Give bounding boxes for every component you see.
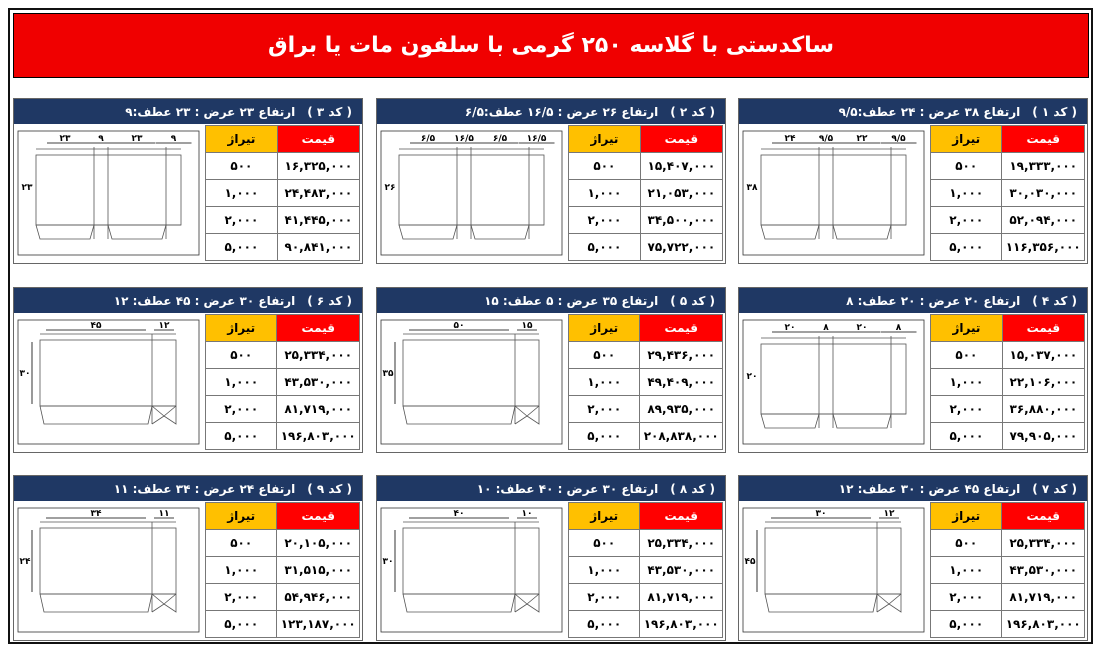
bottom-flaps	[765, 594, 901, 612]
price-cell: ۲۲,۱۰۶,۰۰۰	[1002, 369, 1084, 396]
dimension-label: ۸	[895, 323, 902, 333]
height-label: ۴۵	[744, 557, 756, 567]
table-row	[931, 342, 1085, 369]
qty-header: تیراژ	[569, 315, 640, 342]
table-header-row	[206, 503, 360, 530]
price-cell: ۸۱,۷۱۹,۰۰۰	[640, 584, 723, 611]
qty-cell: ۵,۰۰۰	[569, 611, 640, 638]
price-cell: ۲۰۸,۸۳۸,۰۰۰	[640, 423, 723, 450]
product-dimensions: ارتفاع ۳۵ عرض : ۵ عطف: ۱۵	[484, 293, 659, 308]
dimension-label: ۹	[98, 134, 104, 144]
price-table	[930, 502, 1085, 638]
price-cell: ۳۰,۰۳۰,۰۰۰	[1002, 180, 1085, 207]
product-dimensions: ارتفاع ۲۶ عرض : ۱۶/۵ عطف:۶/۵	[464, 104, 659, 119]
price-table	[205, 314, 360, 450]
qty-header: تیراژ	[569, 126, 641, 153]
dimension-label: ۲۳	[131, 134, 143, 144]
table-header-row	[931, 503, 1085, 530]
qty-cell: ۲,۰۰۰	[569, 396, 640, 423]
diagram-border	[18, 320, 199, 444]
qty-cell: ۱,۰۰۰	[206, 557, 277, 584]
bag-diagram	[741, 506, 926, 634]
qty-cell: ۲,۰۰۰	[206, 207, 278, 234]
table-row	[569, 207, 723, 234]
product-code: ( کد ۶ )	[307, 293, 352, 308]
height-label: ۲۰	[746, 372, 758, 382]
qty-header: تیراژ	[206, 126, 278, 153]
dimension-label: ۱۵	[521, 321, 533, 331]
qty-cell: ۱,۰۰۰	[569, 369, 640, 396]
bag-die-line	[16, 506, 201, 634]
table-header-row	[206, 315, 360, 342]
dimension-label: ۱۶/۵	[454, 134, 474, 144]
height-label: ۳۸	[746, 183, 758, 193]
dimension-label: ۳۴	[90, 509, 102, 519]
product-code: ( کد ۲ )	[670, 104, 715, 119]
table-row	[569, 369, 723, 396]
price-header: قیمت	[640, 315, 723, 342]
card-header	[14, 288, 362, 313]
qty-cell: ۵,۰۰۰	[206, 234, 278, 261]
price-header: قیمت	[277, 126, 359, 153]
price-cell: ۱۲۳,۱۸۷,۰۰۰	[277, 611, 360, 638]
table-row	[569, 611, 723, 638]
table-row	[931, 153, 1085, 180]
qty-cell: ۱,۰۰۰	[569, 557, 640, 584]
price-cell: ۲۰,۱۰۵,۰۰۰	[277, 530, 360, 557]
qty-cell: ۵۰۰	[206, 153, 278, 180]
price-cell: ۴۱,۴۴۵,۰۰۰	[277, 207, 359, 234]
table-row	[569, 153, 723, 180]
qty-cell: ۵۰۰	[569, 530, 640, 557]
table-row	[931, 611, 1085, 638]
qty-header: تیراژ	[206, 503, 277, 530]
diagram-border	[18, 508, 199, 632]
table-header-row	[931, 315, 1085, 342]
product-dimensions: ارتفاع ۲۴ عرض : ۳۴ عطف: ۱۱	[113, 481, 296, 496]
card-header	[377, 99, 725, 124]
qty-cell: ۵,۰۰۰	[206, 423, 277, 450]
bag-die-line	[741, 318, 926, 446]
table-header-row	[569, 503, 723, 530]
product-card	[738, 98, 1088, 264]
price-cell: ۱۹,۳۳۳,۰۰۰	[1002, 153, 1085, 180]
diagram-border	[743, 320, 924, 444]
qty-cell: ۱,۰۰۰	[931, 557, 1002, 584]
price-cell: ۵۲,۰۹۴,۰۰۰	[1002, 207, 1085, 234]
height-label: ۳۵	[382, 369, 394, 379]
product-card	[13, 287, 363, 453]
qty-cell: ۱,۰۰۰	[931, 369, 1003, 396]
price-header: قیمت	[1002, 315, 1084, 342]
card-header	[377, 476, 725, 501]
bag-diagram	[16, 129, 201, 257]
price-table	[568, 125, 723, 261]
height-label: ۳۰	[19, 369, 31, 379]
table-row	[206, 423, 360, 450]
table-row	[569, 423, 723, 450]
height-label: ۲۳	[21, 183, 33, 193]
bag-body	[40, 528, 176, 594]
dimension-label: ۴۰	[453, 509, 465, 519]
table-row	[931, 557, 1085, 584]
qty-cell: ۵۰۰	[206, 342, 277, 369]
price-cell: ۷۹,۹۰۵,۰۰۰	[1002, 423, 1084, 450]
price-header: قیمت	[1002, 503, 1085, 530]
product-dimensions: ارتفاع ۲۳ عرض : ۲۳ عطف:۹	[125, 104, 296, 119]
price-table	[568, 314, 723, 450]
dimension-label: ۶/۵	[492, 134, 508, 144]
product-code: ( کد ۴ )	[1032, 293, 1077, 308]
diagram-border	[381, 320, 562, 444]
qty-cell: ۵۰۰	[931, 153, 1002, 180]
table-header-row	[931, 126, 1085, 153]
dimension-label: ۱۲	[158, 321, 170, 331]
table-header-row	[206, 126, 360, 153]
dimension-label: ۱۶/۵	[526, 134, 547, 144]
diagram-border	[18, 131, 199, 255]
price-cell: ۵۴,۹۴۶,۰۰۰	[277, 584, 360, 611]
table-row	[206, 180, 360, 207]
table-row	[206, 557, 360, 584]
card-header	[14, 476, 362, 501]
dimension-label: ۳۰	[815, 509, 827, 519]
bottom-flaps	[40, 594, 176, 612]
table-row	[931, 584, 1085, 611]
qty-cell: ۲,۰۰۰	[931, 207, 1002, 234]
product-code: ( کد ۸ )	[670, 481, 715, 496]
price-cell: ۸۱,۷۱۹,۰۰۰	[277, 396, 360, 423]
product-code: ( کد ۹ )	[307, 481, 352, 496]
diagram-border	[381, 131, 562, 255]
price-header: قیمت	[277, 503, 360, 530]
bag-die-line	[741, 506, 926, 634]
price-header: قیمت	[640, 503, 723, 530]
table-row	[206, 153, 360, 180]
card-header	[739, 99, 1087, 124]
table-row	[206, 207, 360, 234]
table-row	[931, 234, 1085, 261]
table-row	[569, 396, 723, 423]
table-row	[569, 234, 723, 261]
price-cell: ۴۳,۵۳۰,۰۰۰	[640, 557, 723, 584]
bottom-flaps	[40, 406, 176, 424]
bag-die-line	[16, 318, 201, 446]
qty-cell: ۲,۰۰۰	[569, 207, 641, 234]
product-dimensions: ارتفاع ۳۰ عرض : ۴۰ عطف: ۱۰	[476, 481, 659, 496]
product-dimensions: ارتفاع ۴۵ عرض : ۳۰ عطف: ۱۲	[838, 481, 1021, 496]
dimension-label: ۶/۵	[420, 134, 436, 144]
qty-header: تیراژ	[931, 126, 1002, 153]
qty-cell: ۵,۰۰۰	[206, 611, 277, 638]
price-cell: ۲۱,۰۵۳,۰۰۰	[640, 180, 722, 207]
product-code: ( کد ۷ )	[1032, 481, 1077, 496]
bag-die-line	[16, 129, 201, 257]
qty-cell: ۲,۰۰۰	[206, 584, 277, 611]
qty-header: تیراژ	[931, 503, 1002, 530]
bottom-flaps	[403, 406, 539, 424]
price-cell: ۱۵,۴۰۷,۰۰۰	[640, 153, 722, 180]
bag-body	[403, 528, 539, 594]
bag-die-line	[379, 129, 564, 257]
diagram-border	[381, 508, 562, 632]
price-table	[568, 502, 723, 638]
qty-cell: ۲,۰۰۰	[569, 584, 640, 611]
price-table	[205, 502, 360, 638]
table-row	[569, 530, 723, 557]
product-card	[376, 287, 726, 453]
price-cell: ۱۹۶,۸۰۳,۰۰۰	[277, 423, 360, 450]
table-row	[206, 396, 360, 423]
table-row	[931, 180, 1085, 207]
price-cell: ۴۹,۴۰۹,۰۰۰	[640, 369, 723, 396]
qty-cell: ۲,۰۰۰	[206, 396, 277, 423]
table-row	[931, 423, 1085, 450]
qty-cell: ۱,۰۰۰	[569, 180, 641, 207]
price-cell: ۳۶,۸۸۰,۰۰۰	[1002, 396, 1084, 423]
qty-header: تیراژ	[206, 315, 277, 342]
bag-diagram	[741, 318, 926, 446]
qty-cell: ۵۰۰	[931, 342, 1003, 369]
qty-header: تیراژ	[931, 315, 1003, 342]
table-row	[931, 207, 1085, 234]
qty-cell: ۲,۰۰۰	[931, 396, 1003, 423]
qty-cell: ۲,۰۰۰	[931, 584, 1002, 611]
height-label: ۲۶	[384, 183, 396, 193]
qty-cell: ۱,۰۰۰	[206, 180, 278, 207]
qty-cell: ۵,۰۰۰	[931, 611, 1002, 638]
qty-cell: ۵,۰۰۰	[931, 423, 1003, 450]
bottom-flaps	[399, 225, 529, 239]
price-cell: ۱۱۶,۳۵۶,۰۰۰	[1002, 234, 1085, 261]
bottom-flaps	[36, 225, 166, 239]
table-header-row	[569, 315, 723, 342]
table-row	[206, 342, 360, 369]
diagram-border	[743, 508, 924, 632]
qty-cell: ۵۰۰	[931, 530, 1002, 557]
dimension-label: ۲۳	[59, 134, 71, 144]
product-card	[738, 475, 1088, 641]
height-label: ۳۰	[382, 557, 394, 567]
price-header: قیمت	[277, 315, 360, 342]
price-cell: ۴۳,۵۳۰,۰۰۰	[277, 369, 360, 396]
dimension-label: ۱۱	[158, 509, 170, 519]
bag-body	[399, 155, 544, 225]
bag-diagram	[16, 506, 201, 634]
bag-die-line	[741, 129, 926, 257]
price-cell: ۷۵,۷۲۲,۰۰۰	[640, 234, 722, 261]
product-code: ( کد ۵ )	[670, 293, 715, 308]
bag-diagram	[379, 318, 564, 446]
table-row	[569, 584, 723, 611]
price-table	[930, 125, 1085, 261]
dimension-label: ۴۵	[90, 321, 102, 331]
bag-body	[765, 528, 901, 594]
product-card	[738, 287, 1088, 453]
dimension-label: ۱۰	[521, 509, 533, 519]
price-cell: ۱۵,۰۳۷,۰۰۰	[1002, 342, 1084, 369]
price-cell: ۱۹۶,۸۰۳,۰۰۰	[1002, 611, 1085, 638]
bag-die-line	[379, 506, 564, 634]
price-cell: ۸۹,۹۳۵,۰۰۰	[640, 396, 723, 423]
price-cell: ۲۴,۴۸۳,۰۰۰	[277, 180, 359, 207]
dimension-label: ۵۰	[453, 321, 465, 331]
price-cell: ۹۰,۸۴۱,۰۰۰	[277, 234, 359, 261]
bag-diagram	[16, 318, 201, 446]
diagram-border	[743, 131, 924, 255]
product-code: ( کد ۳ )	[307, 104, 352, 119]
table-row	[206, 369, 360, 396]
price-cell: ۲۵,۳۳۴,۰۰۰	[1002, 530, 1085, 557]
qty-cell: ۵,۰۰۰	[569, 234, 641, 261]
bag-body	[761, 344, 906, 414]
dimension-label: ۲۰	[856, 323, 868, 333]
dimension-label: ۱۲	[883, 509, 895, 519]
page-title: ساکدستی با گلاسه ۲۵۰ گرمی با سلفون مات یا براق	[13, 13, 1089, 78]
table-row	[206, 530, 360, 557]
bag-body	[761, 155, 906, 225]
product-card	[13, 475, 363, 641]
dimension-label: ۹/۵	[891, 134, 906, 144]
table-row	[206, 234, 360, 261]
bottom-flaps	[761, 225, 891, 239]
product-card	[13, 98, 363, 264]
qty-cell: ۵,۰۰۰	[931, 234, 1002, 261]
price-cell: ۳۱,۵۱۵,۰۰۰	[277, 557, 360, 584]
price-cell: ۱۹۶,۸۰۳,۰۰۰	[640, 611, 723, 638]
card-header	[377, 288, 725, 313]
bag-body	[403, 340, 539, 406]
price-cell: ۱۶,۳۲۵,۰۰۰	[277, 153, 359, 180]
bag-body	[40, 340, 176, 406]
dimension-label: ۲۰	[784, 323, 796, 333]
table-row	[206, 584, 360, 611]
product-card	[376, 475, 726, 641]
product-code: ( کد ۱ )	[1032, 104, 1077, 119]
dimension-label: ۲۴	[784, 134, 796, 144]
bag-body	[36, 155, 181, 225]
product-dimensions: ارتفاع ۳۸ عرض : ۲۴ عطف:۹/۵	[838, 104, 1021, 119]
price-cell: ۲۹,۴۳۶,۰۰۰	[640, 342, 723, 369]
height-label: ۲۴	[19, 557, 31, 567]
dimension-label: ۸	[823, 323, 829, 333]
qty-cell: ۵,۰۰۰	[569, 423, 640, 450]
price-cell: ۳۴,۵۰۰,۰۰۰	[640, 207, 722, 234]
price-cell: ۲۵,۳۳۴,۰۰۰	[640, 530, 723, 557]
card-header	[739, 476, 1087, 501]
product-dimensions: ارتفاع ۳۰ عرض : ۴۵ عطف: ۱۲	[113, 293, 296, 308]
table-row	[569, 180, 723, 207]
bottom-flaps	[761, 414, 891, 428]
bag-die-line	[379, 318, 564, 446]
bag-diagram	[741, 129, 926, 257]
product-card	[376, 98, 726, 264]
table-header-row	[569, 126, 723, 153]
card-header	[739, 288, 1087, 313]
table-row	[931, 369, 1085, 396]
price-cell: ۲۵,۳۳۴,۰۰۰	[277, 342, 360, 369]
table-row	[931, 530, 1085, 557]
price-cell: ۸۱,۷۱۹,۰۰۰	[1002, 584, 1085, 611]
table-row	[569, 557, 723, 584]
qty-header: تیراژ	[569, 503, 640, 530]
price-table	[930, 314, 1085, 450]
dimension-label: ۲۲	[856, 134, 868, 144]
table-row	[931, 396, 1085, 423]
product-dimensions: ارتفاع ۲۰ عرض : ۲۰ عطف: ۸	[846, 293, 1021, 308]
card-header	[14, 99, 362, 124]
price-cell: ۴۳,۵۳۰,۰۰۰	[1002, 557, 1085, 584]
qty-cell: ۵۰۰	[206, 530, 277, 557]
qty-cell: ۱,۰۰۰	[206, 369, 277, 396]
bottom-flaps	[403, 594, 539, 612]
bag-diagram	[379, 506, 564, 634]
price-header: قیمت	[1002, 126, 1085, 153]
dimension-label: ۹	[170, 134, 177, 144]
price-header: قیمت	[640, 126, 722, 153]
bag-diagram	[379, 129, 564, 257]
qty-cell: ۵۰۰	[569, 153, 641, 180]
qty-cell: ۱,۰۰۰	[931, 180, 1002, 207]
price-table	[205, 125, 360, 261]
table-row	[569, 342, 723, 369]
dimension-label: ۹/۵	[818, 134, 834, 144]
table-row	[206, 611, 360, 638]
qty-cell: ۵۰۰	[569, 342, 640, 369]
